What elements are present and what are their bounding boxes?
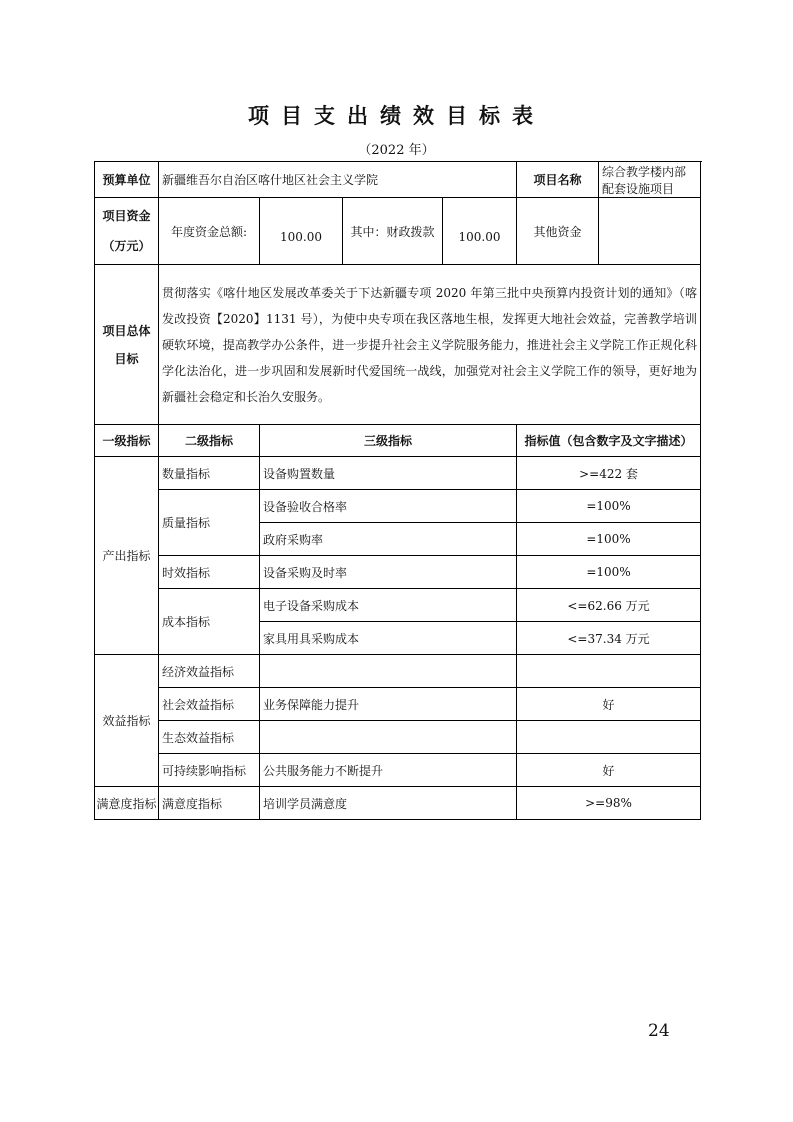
project-label: 项目名称 [517, 162, 599, 198]
timeliness-indicator-l2: 时效指标 [159, 556, 260, 589]
funds-label-line1: 项目资金 [102, 209, 151, 223]
timeliness-indicator-value: =100% [517, 556, 701, 589]
funds-row [95, 198, 701, 265]
fiscal-funds-label: 其中：财政拨款 [343, 198, 443, 265]
cost-indicator-l3: 电子设备采购成本 [260, 589, 517, 622]
funds-label [95, 198, 159, 265]
benefit-indicator-l3 [260, 721, 517, 754]
col-header-level2: 二级指标 [159, 425, 260, 457]
col-header-level1: 一级指标 [95, 425, 159, 457]
quantity-indicator-l3: 设备购置数量 [260, 457, 517, 490]
unit-value: 新疆维吾尔自治区喀什地区社会主义学院 [159, 162, 517, 198]
quality-indicator-l3: 政府采购率 [260, 523, 517, 556]
col-header-level3: 三级指标 [260, 425, 517, 457]
quality-indicator-value: =100% [517, 523, 701, 556]
timeliness-indicator-l3: 设备采购及时率 [260, 556, 517, 589]
quantity-indicator-value: >=422 套 [517, 457, 701, 490]
benefit-indicator-l3 [260, 655, 517, 688]
table-row [95, 754, 701, 787]
goal-text: 贯彻落实《喀什地区发展改革委关于下达新疆专项 2020 年第三批中央预算内投资计划的通知》（喀发改投资【2020】1131 号），为使中央专项在我区落地生根，发挥更大地社会效益，完善教学培训硬软环境，提高教学办公条件，进一步提升社会主义学院服务能力，推进社会主义学院工作正规化科学化法治化，进一步巩固和发展新时代爱国统一战线，加强党对社会主义学院工作的领导，更好地为新疆社会稳定和长治久安服务。 [159, 265, 701, 425]
table-row [95, 655, 701, 688]
cost-indicator-value: <=37.34 万元 [517, 622, 701, 655]
benefit-indicator-l2: 生态效益指标 [159, 721, 260, 754]
quality-indicator-value: =100% [517, 490, 701, 523]
satisfaction-indicator-l2: 满意度指标 [159, 787, 260, 820]
benefit-indicator-l3: 业务保障能力提升 [260, 688, 517, 721]
benefit-indicator-l2: 可持续影响指标 [159, 754, 260, 787]
benefit-indicator-l2: 经济效益指标 [159, 655, 260, 688]
unit-label: 预算单位 [95, 162, 159, 198]
satisfaction-indicator-l3: 培训学员满意度 [260, 787, 517, 820]
table-row [95, 721, 701, 754]
benefit-indicator-l1: 效益指标 [95, 655, 159, 787]
table-row [95, 589, 701, 622]
project-value: 综合教学楼内部配套设施项目 [599, 162, 701, 198]
table-row [95, 556, 701, 589]
funds-label-line2: （万元） [102, 239, 151, 253]
benefit-indicator-l2: 社会效益指标 [159, 688, 260, 721]
annual-funds-label: 年度资金总额: [159, 198, 260, 265]
year-subtitle: （2022 年） [358, 143, 435, 158]
benefit-indicator-value: 好 [517, 688, 701, 721]
annual-funds-value: 100.00 [260, 198, 343, 265]
performance-target-table [94, 161, 701, 820]
benefit-indicator-value [517, 721, 701, 754]
other-funds-value [599, 198, 701, 265]
other-funds-label: 其他资金 [517, 198, 599, 265]
quality-indicator-l2: 质量指标 [159, 490, 260, 556]
benefit-indicator-l3: 公共服务能力不断提升 [260, 754, 517, 787]
goal-label: 项目总体目标 [95, 265, 159, 425]
page-title: 项目支出绩效目标表 [248, 104, 545, 128]
column-header-row [95, 425, 701, 457]
header-row [95, 162, 701, 198]
table-row [95, 490, 701, 523]
satisfaction-indicator-value: >=98% [517, 787, 701, 820]
goal-row [95, 265, 701, 425]
quantity-indicator-l2: 数量指标 [159, 457, 260, 490]
satisfaction-indicator-l1: 满意度指标 [95, 787, 159, 820]
cost-indicator-value: <=62.66 万元 [517, 589, 701, 622]
col-header-value: 指标值（包含数字及文字描述） [517, 425, 701, 457]
table-row [95, 688, 701, 721]
page-number: 24 [648, 1021, 670, 1041]
cost-indicator-l3: 家具用具采购成本 [260, 622, 517, 655]
quality-indicator-l3: 设备验收合格率 [260, 490, 517, 523]
output-indicator-l1: 产出指标 [95, 457, 159, 655]
table-row [95, 787, 701, 820]
table-row [95, 457, 701, 490]
fiscal-funds-value: 100.00 [443, 198, 517, 265]
benefit-indicator-value [517, 655, 701, 688]
benefit-indicator-value: 好 [517, 754, 701, 787]
cost-indicator-l2: 成本指标 [159, 589, 260, 655]
